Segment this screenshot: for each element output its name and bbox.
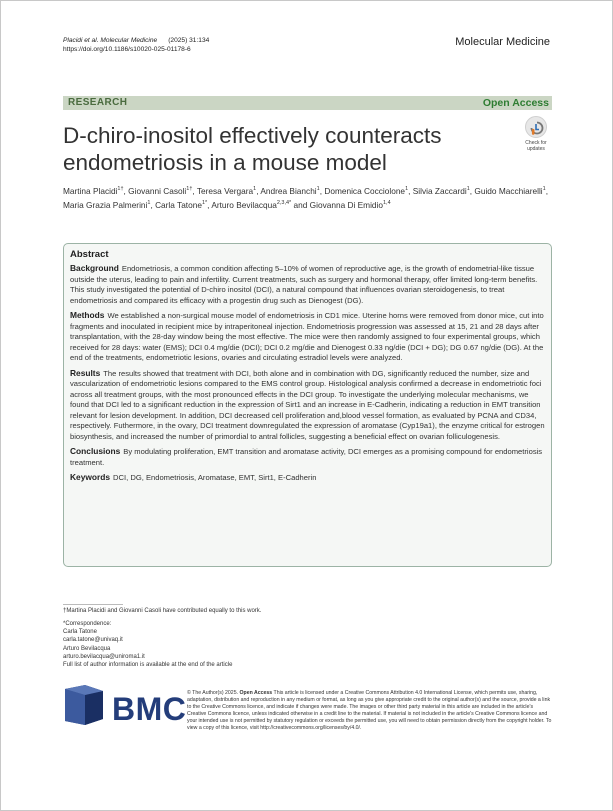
author-name: Giovanna Di Emidio (309, 200, 383, 210)
correspondent-1-email[interactable]: carla.tatone@univaq.it (63, 637, 123, 644)
abstract-results (70, 368, 545, 443)
author-affiliation: 1† (117, 186, 124, 193)
doi-link[interactable]: https://doi.org/10.1186/s10020-025-01178-6 (63, 46, 191, 53)
bmc-logo (63, 683, 187, 729)
results-label: Results (70, 367, 101, 378)
article-type-label: RESEARCH (68, 97, 128, 108)
author-name: Martina Placidi (63, 186, 118, 196)
author-affiliation: 1† (186, 186, 193, 193)
author-affiliation: 1 (466, 186, 470, 193)
methods-label: Methods (70, 310, 105, 320)
abstract-background (70, 263, 545, 306)
correspondence-label: *Correspondence: (63, 621, 112, 627)
license-statement (187, 690, 552, 733)
abstract-methods (70, 310, 545, 364)
author-affiliation: 1,4 (383, 200, 391, 207)
author-affiliation: 1 (253, 186, 257, 193)
keywords-text: DCI, DG, Endometriosis, Aromatase, EMT, Sirt1, E-Cadherin (113, 473, 317, 482)
check-for-updates-button[interactable] (521, 116, 551, 152)
license-open-access-label: Open Access (239, 690, 273, 696)
citation-line (63, 36, 209, 45)
author (211, 200, 291, 210)
citation-journal: Molecular Medicine (100, 37, 158, 44)
background-text: Endometriosis, a common condition affecting 5–10% of women of reproductive age, is the growth of endometrial-like tissue outside the uterus, leading to pain and infertility. Current treatments, such as surgery and hormonal therapy, offer limited long-term benefits. This study investigated the potential of D-chiro inositol (DCI), a natural compound that influences ovarian steroidogenesis, to treat endometriosis and compared its efficacy with a progestin drug such as Dienogest (DG). (70, 264, 538, 305)
correspondent-2-email[interactable]: arturo.bevilacqua@uniroma1.it (63, 653, 145, 660)
equal-contribution-note: †Martina Placidi and Giovanni Casoli have contributed equally to this work. (63, 608, 262, 614)
abstract-keywords (70, 472, 545, 484)
author (155, 200, 207, 210)
correspondent-1-name: Carla Tatone (63, 629, 97, 636)
author (63, 200, 150, 210)
author (63, 186, 124, 196)
article-title: D-chiro-inositol effectively counteracts endometriosis in a mouse model (63, 123, 442, 175)
check-for-updates-line1: Check for (525, 140, 547, 146)
abstract-conclusions (70, 446, 545, 468)
license-text: This article is licensed under a Creative Commons Attribution 4.0 International License, which permits use, sharing, adaptation, distribution and reproduction in any medium or format, as long as you give appropriate credit to the original author(s) and the source, provide a link to the Creative Commons licence, and indicate if changes were made. The images or other third party material in this article are included in the article's Creative Commons licence, unless indicated otherwise in a credit line to the material. If material is not included in the article's Creative Commons licence and your intended use is not permitted by statutory regulation or exceeds the permitted use, you will need to obtain permission directly from the copyright holder. To view a copy of this licence, visit http://creativecommons.org/licenses/by/4.0/. (187, 690, 552, 732)
author-affiliation: 1* (201, 200, 208, 207)
abstract-heading: Abstract (70, 249, 109, 260)
author (260, 186, 319, 196)
author (413, 186, 470, 196)
background-label: Background (70, 263, 119, 273)
author (310, 200, 391, 210)
check-for-updates-line2: updates (527, 146, 545, 152)
author-list: Martina Placidi$^{1\dagger}$, Giovanni Casoli$^{1\dagger}$, Teresa Vergara$^1$, Andrea Bianchi$^1$, Domenica Cocciolone$^1$, Silvia Zaccardi$^1$, Guido Macchiarelli$^1$, Maria Grazia Palmerini$^1$, Carla Tatone$^{1*}$, Arturo Bevilacqua$^{2,3,4*}$ and Giovanna Di Emidio$^{1,4}$ (63, 186, 549, 210)
author-info-note: Full list of author information is available at the end of the article (63, 662, 233, 669)
conclusions-text: By modulating proliferation, EMT transition and aromatase activity, DCI emerges as a promising compound for endometriosis treatment. (70, 447, 543, 467)
author (474, 186, 545, 196)
author-name: Carla Tatone (155, 200, 202, 210)
author-affiliation: 1 (542, 186, 546, 193)
article-type-band (63, 96, 552, 110)
author-name: Arturo Bevilacqua (211, 200, 277, 210)
authors-and: and (293, 200, 308, 210)
correspondent-2-name: Arturo Bevilacqua (63, 645, 111, 652)
bmc-logo-icon (63, 683, 105, 727)
methods-text: We established a non-surgical mouse model of endometriosis in CD1 mice. Uterine horns were removed from donor mice, cut into fragments and inoculated in recipient mice by intraperitoneal injection. Endometriosis progression was assessed at 15, 21 and 28 days after transplantation, with the 28-day window being the most effective. The mice were then randomly assigned to four experimental groups, which received for 28 days: water (EMS); DCI 0.4 mg/die (DCI); DCI 0.2 mg/die and Dienogest 0.33 ng/die (DCI + DG); DG 0.67 ng/die (DG). At the end of the treatments, endometriotic lesions, ovaries and circulating estradiol levels were analyzed. (70, 311, 544, 362)
author-name: Silvia Zaccardi (412, 186, 467, 196)
citation-authors: Placidi et al. (63, 37, 99, 44)
author-name: Andrea Bianchi (260, 186, 317, 196)
author-name: Domenica Cocciolone (324, 186, 406, 196)
author (324, 186, 408, 196)
author-name: Maria Grazia Palmerini (63, 200, 148, 210)
citation-year-volume: (2025) 31:134 (168, 37, 210, 44)
author (128, 186, 192, 196)
author-affiliation: 1 (147, 200, 151, 207)
author-affiliation: 1 (316, 186, 320, 193)
author-name: Guido Macchiarelli (474, 186, 543, 196)
keywords-label: Keywords (70, 472, 111, 482)
footnote-divider (63, 604, 123, 605)
author-name: Giovanni Casoli (128, 186, 187, 196)
abstract-box (63, 243, 552, 567)
citation-header (63, 36, 209, 54)
results-text: The results showed that treatment with DCI, both alone and in combination with DG, significantly reduced the number, size and vascularization of endometriotic lesions compared to the EMS control group. Histological analysis confirmed a decrease in endometriotic foci across all treatment groups, with the most pronounced effects in the DCI group. To investigate the underlying molecular mechanisms, we found that DCI led to a significant reduction in the expression of Sirt1 and an increase in E-Cadherin, indicating a reduction in EMT transition relevant for lesion development. In addition, DCI decreased cell proliferation and,blood vessel formation, as evaluated by PCNA and CD34, respectively. Futhermore, in the ovary, DCI treatment downregulated the expression of aromatase (Cyp19a1), the enzyme critical for estrogen biosynthesis, and increased the number of primordial to antral follicles, suggesting a beneficial effect on ovarian folliculogenesis. (70, 368, 545, 441)
correspondence-block (63, 620, 363, 669)
author-affiliation: 2,3,4* (276, 200, 292, 207)
journal-name: Molecular Medicine (455, 36, 550, 48)
bmc-logo-text: BMC (112, 691, 187, 727)
author-affiliation: 1 (405, 186, 409, 193)
copyright-text: © The Author(s) 2025. (187, 690, 239, 696)
author-name: Teresa Vergara (196, 186, 254, 196)
open-access-label: Open Access (482, 97, 549, 109)
author (197, 186, 256, 196)
check-for-updates-icon (525, 116, 547, 138)
conclusions-label: Conclusions (70, 446, 121, 456)
